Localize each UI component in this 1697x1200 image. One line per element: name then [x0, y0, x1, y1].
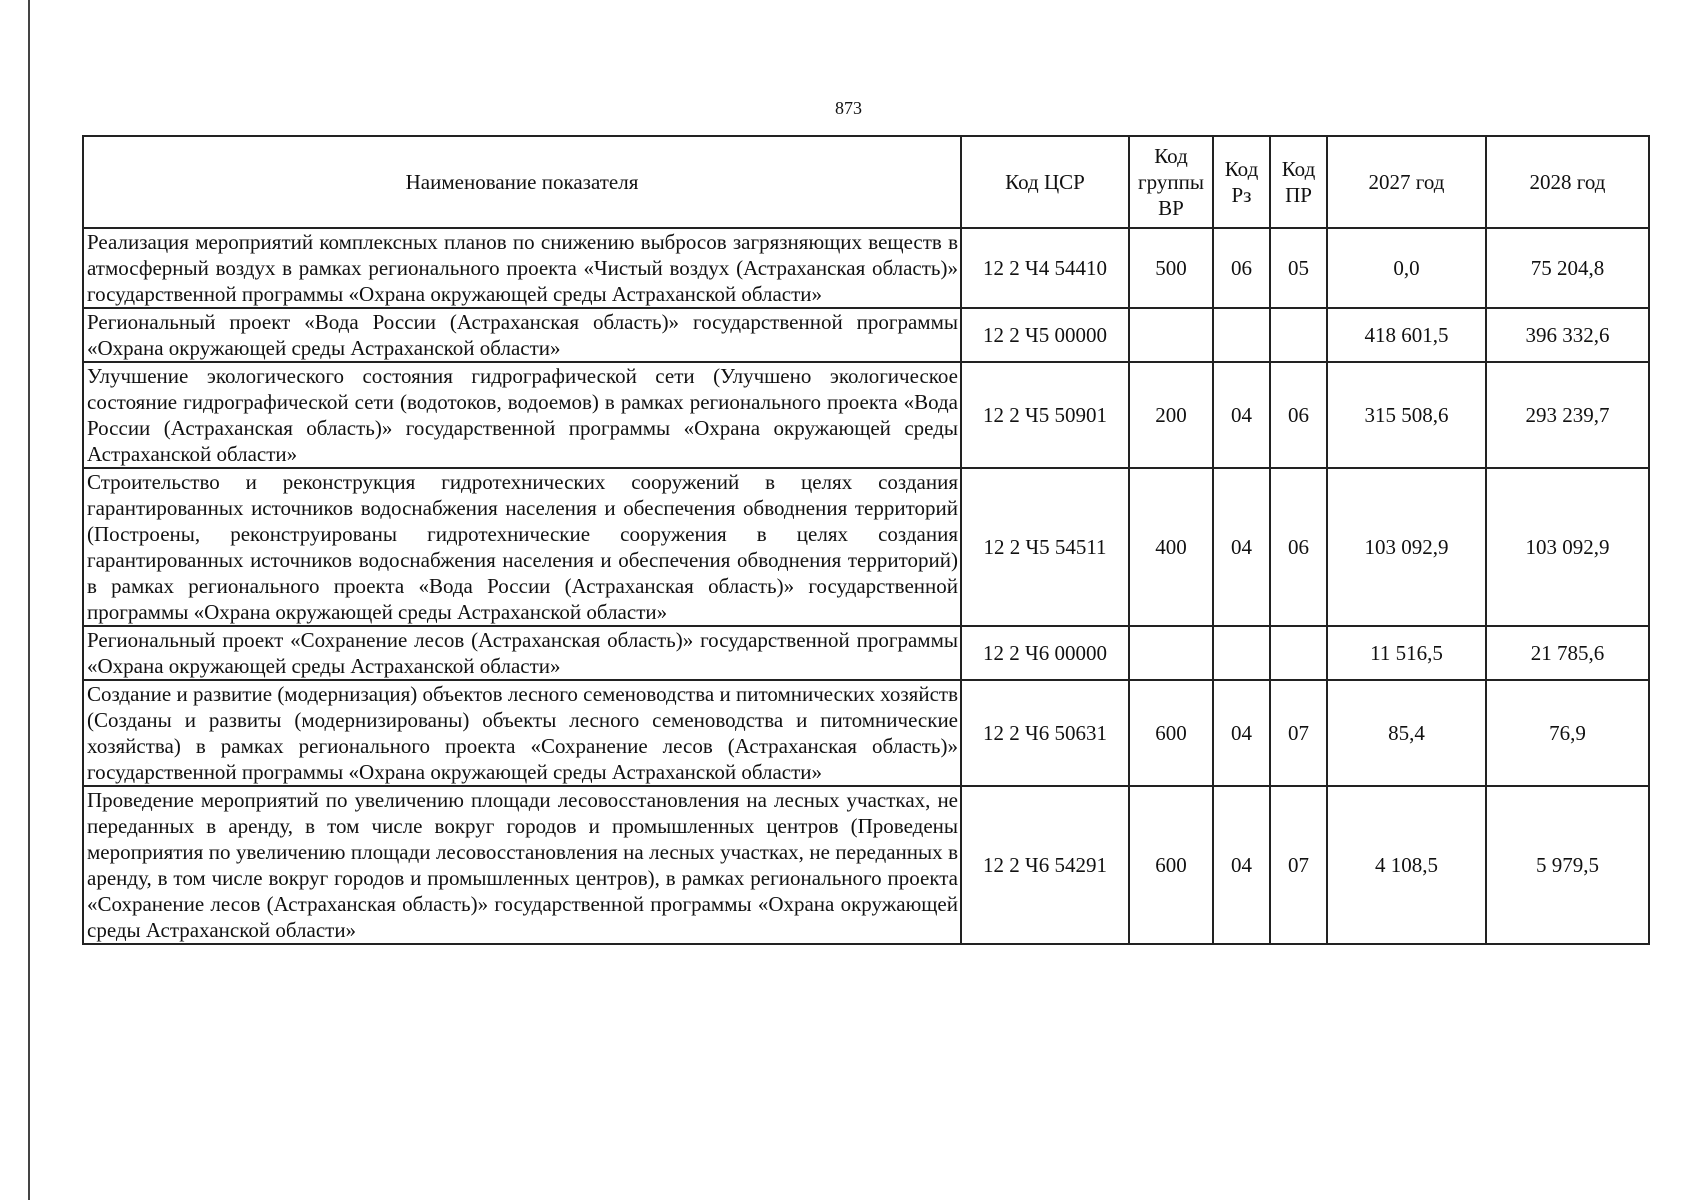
header-year-2028: 2028 год [1486, 136, 1649, 228]
header-year-2027: 2027 год [1327, 136, 1486, 228]
row-name: Улучшение экологического состояния гидрографической сети (Улучшено экологическое состояние гидрографической сети (водотоков, водоемов) в рамках регионального проекта «Вода России (Астраханская область)» государственной программы «Охрана окружающей среды Астраханской области» [83, 362, 961, 468]
row-vr-code [1129, 308, 1213, 362]
budget-table [82, 135, 1650, 945]
row-value-2028: 76,9 [1486, 680, 1649, 786]
row-vr-code: 500 [1129, 228, 1213, 308]
row-value-2027: 4 108,5 [1327, 786, 1486, 944]
table-row [83, 626, 1649, 680]
row-csr-code: 12 2 Ч6 00000 [961, 626, 1129, 680]
row-pr-code: 07 [1270, 786, 1327, 944]
row-value-2027: 103 092,9 [1327, 468, 1486, 626]
row-value-2027: 418 601,5 [1327, 308, 1486, 362]
row-vr-code: 600 [1129, 786, 1213, 944]
row-value-2028: 293 239,7 [1486, 362, 1649, 468]
header-csr-code: Код ЦСР [961, 136, 1129, 228]
row-name: Реализация мероприятий комплексных планов по снижению выбросов загрязняющих веществ в атмосферный воздух в рамках регионального проекта «Чистый воздух (Астраханская область)» государственной программы «Охрана окружающей среды Астраханской области» [83, 228, 961, 308]
row-value-2027: 315 508,6 [1327, 362, 1486, 468]
row-name: Региональный проект «Сохранение лесов (Астраханская область)» государственной программы «Охрана окружающей среды Астраханской области» [83, 626, 961, 680]
row-csr-code: 12 2 Ч5 00000 [961, 308, 1129, 362]
row-rz-code: 04 [1213, 786, 1270, 944]
row-value-2027: 11 516,5 [1327, 626, 1486, 680]
row-vr-code: 200 [1129, 362, 1213, 468]
table-row [83, 468, 1649, 626]
row-vr-code: 600 [1129, 680, 1213, 786]
header-rz-code: Код Рз [1213, 136, 1270, 228]
table-row [83, 308, 1649, 362]
row-name: Региональный проект «Вода России (Астраханская область)» государственной программы «Охрана окружающей среды Астраханской области» [83, 308, 961, 362]
row-csr-code: 12 2 Ч6 50631 [961, 680, 1129, 786]
row-value-2027: 85,4 [1327, 680, 1486, 786]
row-rz-code: 04 [1213, 362, 1270, 468]
row-pr-code [1270, 626, 1327, 680]
row-vr-code [1129, 626, 1213, 680]
row-value-2028: 396 332,6 [1486, 308, 1649, 362]
row-rz-code: 06 [1213, 228, 1270, 308]
row-rz-code: 04 [1213, 468, 1270, 626]
row-value-2028: 75 204,8 [1486, 228, 1649, 308]
table-row [83, 362, 1649, 468]
row-pr-code: 05 [1270, 228, 1327, 308]
table-header-row [83, 136, 1649, 228]
row-csr-code: 12 2 Ч5 54511 [961, 468, 1129, 626]
table-row [83, 786, 1649, 944]
row-name: Создание и развитие (модернизация) объектов лесного семеноводства и питомнических хозяйств (Созданы и развиты (модернизированы) объекты лесного семеноводства и питомнические хозяйства) в рамках регионального проекта «Сохранение лесов (Астраханская область)» государственной программы «Охрана окружающей среды Астраханской области» [83, 680, 961, 786]
row-value-2028: 21 785,6 [1486, 626, 1649, 680]
row-csr-code: 12 2 Ч5 50901 [961, 362, 1129, 468]
row-name: Строительство и реконструкция гидротехнических сооружений в целях создания гарантированных источников водоснабжения населения и обеспечения обводнения территорий (Построены, реконструированы гидротехнические сооружения в целях создания гарантированных источников водоснабжения населения и обеспечения обводнения территорий) в рамках регионального проекта «Вода России (Астраханская область)» государственной программы «Охрана окружающей среды Астраханской области» [83, 468, 961, 626]
row-pr-code: 06 [1270, 468, 1327, 626]
row-pr-code [1270, 308, 1327, 362]
row-value-2027: 0,0 [1327, 228, 1486, 308]
header-pr-code: Код ПР [1270, 136, 1327, 228]
row-rz-code [1213, 308, 1270, 362]
row-name: Проведение мероприятий по увеличению площади лесовосстановления на лесных участках, не переданных в аренду, в том числе вокруг городов и промышленных центров (Проведены мероприятия по увеличению площади лесовосстановления на лесных участках, не переданных в аренду, в том числе вокруг городов и промышленных центров), в рамках регионального проекта «Сохранение лесов (Астраханская область)» государственной программы «Охрана окружающей среды Астраханской области» [83, 786, 961, 944]
row-csr-code: 12 2 Ч4 54410 [961, 228, 1129, 308]
row-vr-code: 400 [1129, 468, 1213, 626]
row-csr-code: 12 2 Ч6 54291 [961, 786, 1129, 944]
row-value-2028: 103 092,9 [1486, 468, 1649, 626]
table-row [83, 680, 1649, 786]
table-row [83, 228, 1649, 308]
row-value-2028: 5 979,5 [1486, 786, 1649, 944]
row-rz-code: 04 [1213, 680, 1270, 786]
page-number: 873 [835, 98, 862, 118]
header-name: Наименование показателя [83, 136, 961, 228]
row-rz-code [1213, 626, 1270, 680]
row-pr-code: 07 [1270, 680, 1327, 786]
header-vr-code: Код группы ВР [1129, 136, 1213, 228]
row-pr-code: 06 [1270, 362, 1327, 468]
page-binding-line [28, 0, 30, 1200]
